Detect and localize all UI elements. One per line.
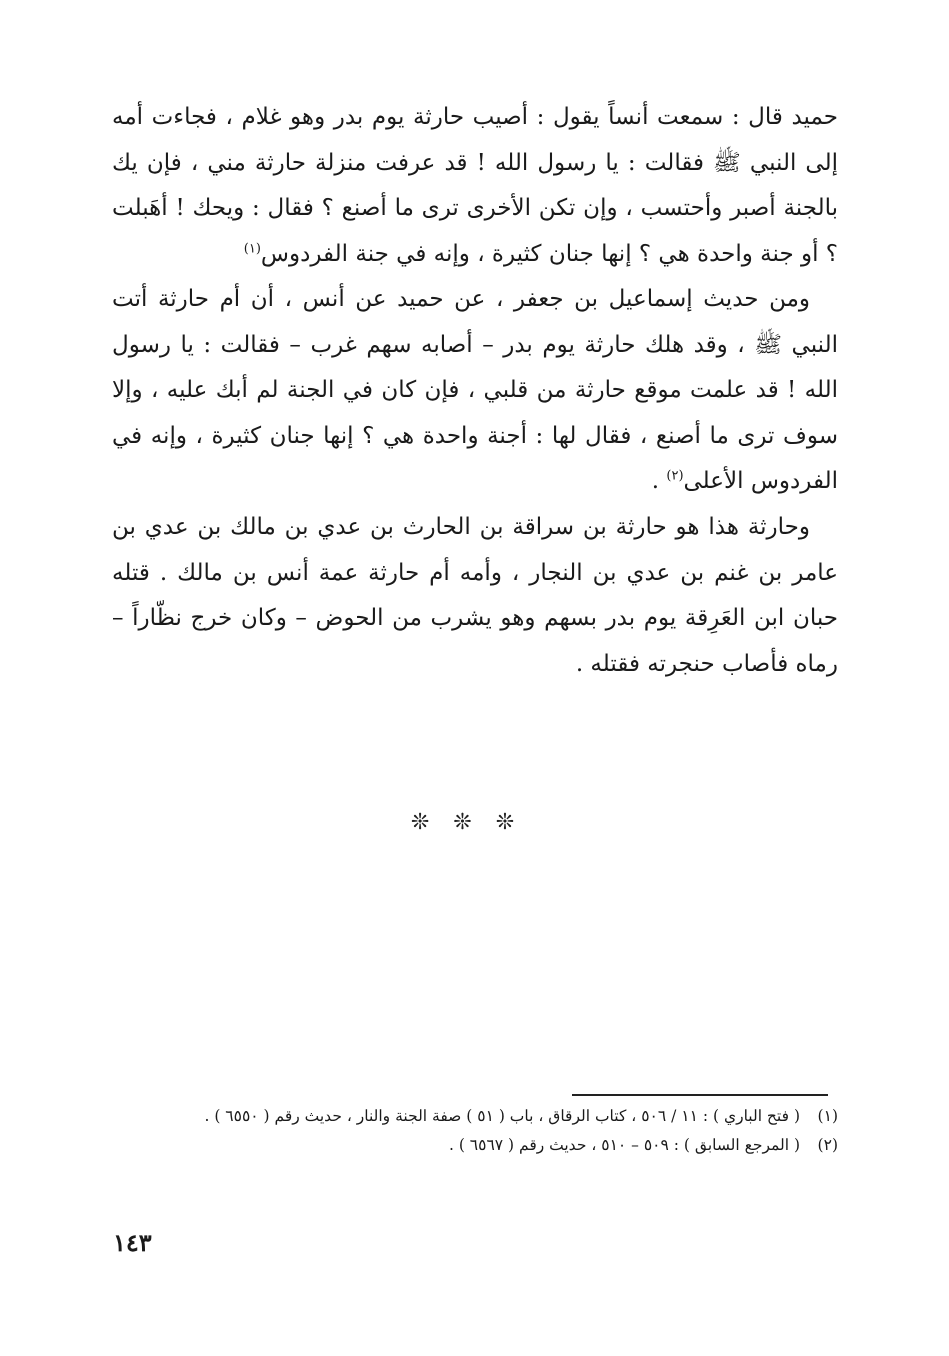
paragraph-2-text: ومن حديث إسماعيل بن جعفر ، عن حميد عن أنس ، أن أم حارثة أتت النبي ﷺ ، وقد هلك حارثة يوم بدر – أصابه سهم غرب – فقالت : يا رسول الله ! قد علمت موقع حارثة من قلبي ، فإن كان في الجنة لم أبك عليه ، وإلا سوف ترى ما أصنع ، فقال لها : أجنة واحدة هي ؟ إنها جنان كثيرة ، وإنه في الفردوس الأعلى [112, 286, 838, 494]
paragraph-1 [112, 95, 838, 277]
page-number: ١٤٣ [113, 1228, 152, 1257]
footnote-divider [572, 1094, 828, 1096]
paragraph-2-end: . [651, 468, 667, 494]
footnote-2-text: ( المرجع السابق ) : ٥٠٩ – ٥١٠ ، حديث رقم ( ٦٥٦٧ ) . [448, 1136, 800, 1154]
footnote-1 [108, 1104, 838, 1129]
footnote-1-number: (١) [817, 1107, 838, 1125]
paragraph-3-text: وحارثة هذا هو حارثة بن سراقة بن الحارث بن عدي بن مالك بن عدي بن عامر بن غنم بن عدي بن النجار ، وأمه أم حارثة عمة أنس بن مالك . قتله حبان ابن العَرِقة يوم بدر بسهم وهو يشرب من الحوض – وكان خرج نظّاراً – رماه فأصاب حنجرته فقتله . [112, 514, 838, 677]
paragraph-1-text: حميد قال : سمعت أنساً يقول : أصيب حارثة يوم بدر وهو غلام ، فجاءت أمه إلى النبي ﷺ فقالت : يا رسول الله ! قد عرفت منزلة حارثة مني ، فإن يك بالجنة أصبر وأحتسب ، وإن تكن الأخرى ترى ما أصنع ؟ فقال : ويحك ! أهَبلت ؟ أو جنة واحدة هي ؟ إنها جنان كثيرة ، وإنه في جنة الفردوس [112, 104, 838, 267]
separator-star-icon: ❊ [410, 810, 454, 835]
separator-star-icon: ❊ [495, 810, 539, 835]
footnote-ref-1: (١) [243, 240, 261, 256]
paragraph-3 [112, 505, 838, 687]
footnote-1-text: ( فتح الباري ) : ١١ / ٥٠٦ ، كتاب الرقاق ، باب ( ٥١ ) صفة الجنة والنار ، حديث رقم ( ٦٥٥٠ ) . [204, 1107, 800, 1125]
footnote-ref-2: (٢) [666, 468, 684, 484]
footnote-2 [108, 1133, 838, 1158]
section-separator [0, 810, 949, 835]
footnotes [108, 1104, 838, 1158]
paragraph-2-block [112, 277, 838, 505]
paragraph-1-block [112, 95, 838, 277]
paragraph-3-block [112, 505, 838, 687]
footnote-2-number: (٢) [817, 1136, 838, 1154]
paragraph-2 [112, 277, 838, 505]
separator-star-icon: ❊ [453, 810, 496, 835]
